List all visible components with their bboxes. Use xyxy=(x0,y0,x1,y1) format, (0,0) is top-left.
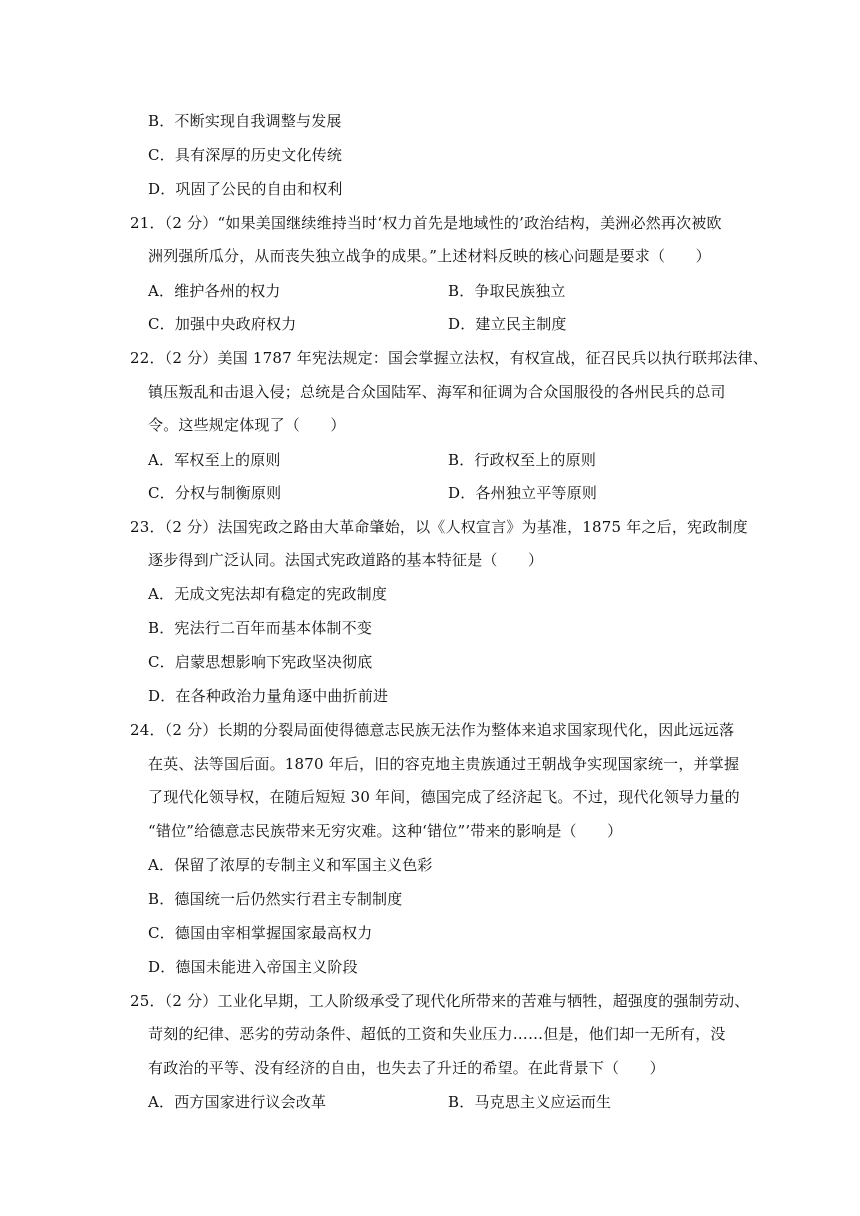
option-c-prev: C．具有深厚的历史文化传统 xyxy=(148,146,343,164)
question-23-option-d: D．在各种政治力量角逐中曲折前进 xyxy=(148,687,389,705)
option-b-prev: B．不断实现自我调整与发展 xyxy=(148,112,342,130)
question-24-option-d: D．德国未能进入帝国主义阶段 xyxy=(148,958,358,976)
question-22-stem-cont: 令。这些规定体现了（ ） xyxy=(148,416,346,434)
question-24-option-b: B．德国统一后仍然实行君主专制制度 xyxy=(148,890,403,908)
question-23-option-a: A．无成文宪法却有稳定的宪政制度 xyxy=(148,585,388,603)
question-25-option-b: B．马克思主义应运而生 xyxy=(448,1093,612,1111)
question-23-option-b: B．宪法行二百年而基本体制不变 xyxy=(148,619,373,637)
question-21-option-d: D．建立民主制度 xyxy=(448,315,567,333)
question-23-option-c: C．启蒙思想影响下宪政坚决彻底 xyxy=(148,653,373,671)
question-24-stem: 24．（2 分）长期的分裂局面使得德意志民族无法作为整体来追求国家现代化，因此远远落 xyxy=(130,721,735,739)
question-24-stem-cont: 在英、法等国后面。1870 年后，旧的容克地主贵族通过王朝战争实现国家统一，并掌握 xyxy=(148,755,740,773)
question-21-option-b: B．争取民族独立 xyxy=(448,282,566,300)
question-25-stem: 25．（2 分）工业化早期，工人阶级承受了现代化所带来的苦难与牺牲，超强度的强制劳动、 xyxy=(130,992,750,1010)
question-22-option-d: D．各州独立平等原则 xyxy=(448,484,598,502)
question-22-stem-cont: 镇压叛乱和击退入侵；总统是合众国陆军、海军和征调为合众国服役的各州民兵的总司 xyxy=(148,383,726,401)
question-25-stem-cont: 苛刻的纪律、恶劣的劳动条件、超低的工资和失业压力……但是，他们却一无所有，没 xyxy=(148,1025,726,1043)
question-24-option-c: C．德国由宰相掌握国家最高权力 xyxy=(148,924,373,942)
question-22-option-c: C．分权与制衡原则 xyxy=(148,484,282,502)
question-25-stem-cont: 有政治的平等、没有经济的自由，也失去了升迁的希望。在此背景下（ ） xyxy=(148,1059,665,1077)
question-24-stem-cont: 了现代化领导权，在随后短短 30 年间，德国完成了经济起飞。不过，现代化领导力量的 xyxy=(148,788,740,806)
option-d-prev: D．巩固了公民的自由和权利 xyxy=(148,180,343,198)
question-22-option-a: A．军权至上的原则 xyxy=(148,451,281,469)
question-23-stem: 23．（2 分）法国宪政之路由大革命肇始，以《人权宣言》为基准，1875 年之后，宪政制度 xyxy=(130,518,748,536)
question-21-option-a: A．维护各州的权力 xyxy=(148,282,281,300)
question-23-stem-cont: 逐步得到广泛认同。法国式宪政道路的基本特征是（ ） xyxy=(148,551,544,569)
question-21-option-c: C．加强中央政府权力 xyxy=(148,315,297,333)
question-24-stem-cont: “错位”给德意志民族带来无穷灾难。这种‘错位”’带来的影响是（ ） xyxy=(148,822,623,840)
question-21-stem-cont: 洲列强所瓜分，从而丧失独立战争的成果。”上述材料反映的核心问题是要求（ ） xyxy=(148,247,711,265)
question-22-stem: 22．（2 分）美国 1787 年宪法规定：国会掌握立法权，有权宣战，征召民兵以执行联邦法律、 xyxy=(130,349,769,367)
question-21-stem: 21．（2 分）“如果美国继续维持当时‘权力首先是地域性的’政治结构，美洲必然再次被欧 xyxy=(130,214,722,232)
question-22-option-b: B．行政权至上的原则 xyxy=(448,451,597,469)
question-25-option-a: A．西方国家进行议会改革 xyxy=(148,1093,327,1111)
question-24-option-a: A．保留了浓厚的专制主义和军国主义色彩 xyxy=(148,856,433,874)
